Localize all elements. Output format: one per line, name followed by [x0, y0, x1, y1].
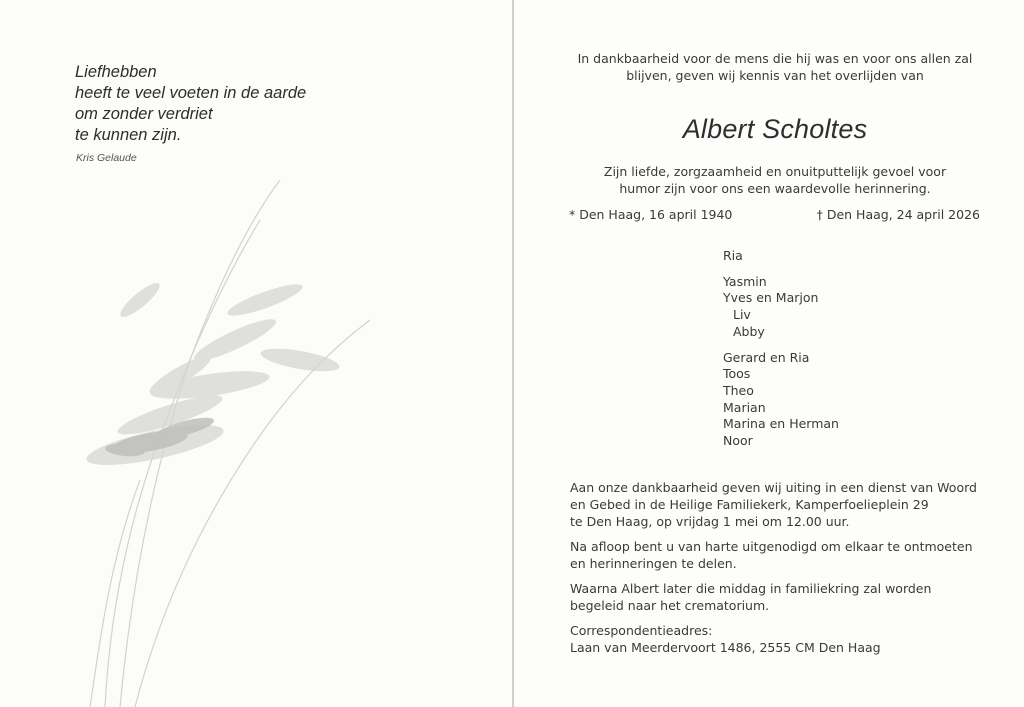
family-member: Toos — [723, 366, 751, 382]
cremation-line: Waarna Albert later die middag in familiekring zal worden — [570, 581, 932, 596]
family-member: Yves en Marjon — [723, 290, 819, 306]
family-member: Noor — [723, 433, 753, 449]
service-line: en Gebed in de Heilige Familiekerk, Kamperfoelieplein 29 — [570, 497, 929, 512]
family-group-siblings — [723, 350, 839, 450]
service-details — [570, 479, 990, 664]
death-date: † Den Haag, 24 april 2026 — [816, 207, 980, 222]
family-grandchild: Abby — [733, 323, 765, 339]
reception-line: Na afloop bent u van harte uitgenodigd om elkaar te ontmoeten — [570, 539, 973, 554]
grass-illustration-icon — [60, 180, 390, 707]
cremation-paragraph — [570, 580, 990, 614]
family-grandchild: Liv — [733, 307, 751, 323]
tribute-line: Zijn liefde, zorgzaamheid en onuitputtelijk gevoel voor — [603, 164, 947, 179]
address-value: Laan van Meerdervoort 1486, 2555 CM Den Haag — [570, 640, 881, 655]
family-member: Marian — [723, 399, 766, 415]
intro-text — [560, 50, 990, 84]
family-member: Ria — [723, 248, 743, 263]
reception-line: en herinneringen te delen. — [570, 556, 737, 571]
family-group-children — [723, 274, 839, 341]
birth-date: * Den Haag, 16 april 1940 — [569, 207, 733, 222]
family-member: Gerard en Ria — [723, 349, 810, 365]
service-line: Aan onze dankbaarheid geven wij uiting in een dienst van Woord — [570, 480, 977, 495]
family-member: Yasmin — [723, 273, 767, 289]
poem — [75, 62, 306, 146]
family-group-spouse — [723, 248, 839, 265]
family-member: Theo — [723, 382, 754, 398]
cremation-line: begeleid naar het crematorium. — [570, 598, 770, 613]
tribute-text — [560, 163, 990, 197]
family-list — [723, 248, 839, 459]
service-line: te Den Haag, op vrijdag 1 mei om 12.00 uur. — [570, 514, 850, 529]
poem-line: te kunnen zijn. — [75, 126, 182, 144]
address-label: Correspondentieadres: — [570, 623, 713, 638]
intro-line: In dankbaarheid voor de mens die hij was en voor ons allen zal — [577, 51, 973, 66]
service-paragraph — [570, 479, 990, 530]
poem-line: om zonder verdriet — [75, 105, 213, 123]
correspondence-address — [570, 622, 990, 656]
tribute-line: humor zijn voor ons een waardevolle herinnering. — [619, 181, 931, 196]
poem-author: Kris Gelaude — [76, 152, 137, 164]
reception-paragraph — [570, 538, 990, 572]
family-member: Marina en Herman — [723, 416, 839, 432]
poem-line: Liefhebben — [75, 63, 157, 81]
poem-line: heeft te veel voeten in de aarde — [75, 84, 307, 102]
deceased-name: Albert Scholtes — [682, 114, 868, 144]
intro-line: blijven, geven wij kennis van het overlijden van — [626, 68, 924, 83]
